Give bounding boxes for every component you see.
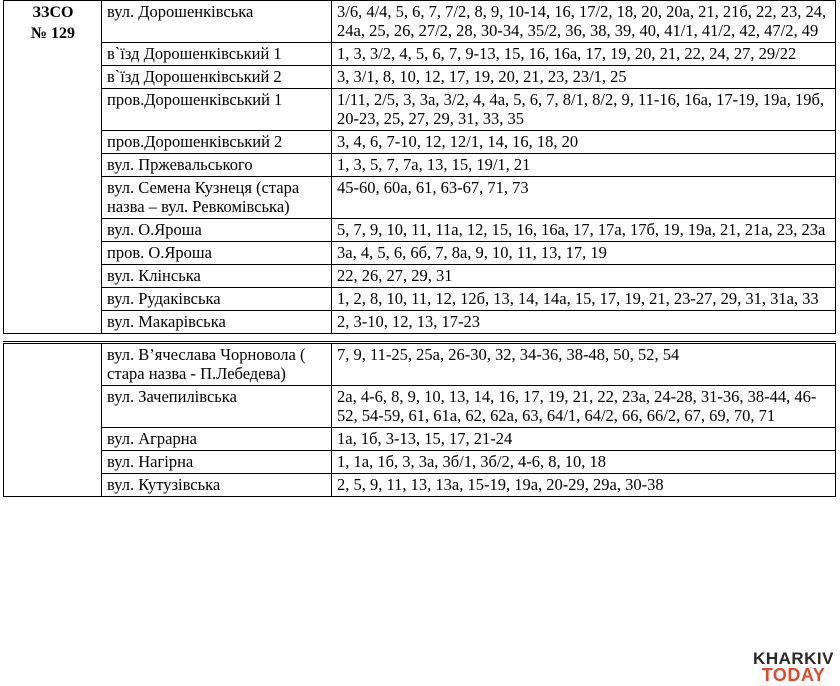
school-cell-empty bbox=[4, 343, 102, 497]
table-row bbox=[4, 66, 836, 89]
house-numbers: 3/6, 4/4, 5, 6, 7, 7/2, 8, 9, 10-14, 16, 17/2, 18, 20, 20а, 21, 21б, 22, 23, 24, 24а, 25, 26, 27/2, 28, 30-34, 35/2, 36, 38, 39, 40, 41/1, 41/2, 42, 47/2, 49 bbox=[332, 1, 836, 43]
table-row bbox=[4, 1, 836, 43]
section-separator bbox=[4, 334, 836, 343]
streets-table bbox=[3, 0, 836, 497]
section-1 bbox=[4, 1, 836, 334]
house-numbers: 5, 7, 9, 10, 11, 11а, 12, 15, 16, 16а, 17, 17а, 17б, 19, 19а, 21, 21а, 23, 23а bbox=[332, 219, 836, 242]
street-name: вул. Макарівська bbox=[102, 311, 332, 334]
table-row bbox=[4, 311, 836, 334]
table-row bbox=[4, 343, 836, 386]
table-row bbox=[4, 154, 836, 177]
separator-row bbox=[4, 334, 836, 343]
street-name: вул. В’ячеслава Чорновола ( стара назва - П.Лебедева) bbox=[102, 343, 332, 386]
table-row bbox=[4, 288, 836, 311]
street-name: пров.Дорошенківський 2 bbox=[102, 131, 332, 154]
house-numbers: 1а, 1б, 3-13, 15, 17, 21-24 bbox=[332, 428, 836, 451]
house-numbers: 45-60, 60а, 61, 63-67, 71, 73 bbox=[332, 177, 836, 219]
table-row bbox=[4, 265, 836, 288]
school-name: ЗЗСО bbox=[32, 4, 74, 21]
house-numbers: 2а, 4-6, 8, 9, 10, 13, 14, 16, 17, 19, 21, 22, 23а, 24-28, 31-36, 38-44, 46-52, 54-59, 61, 61а, 62, 62а, 63, 64/1, 64/2, 66, 66/2, 67, 69, 70, 71 bbox=[332, 386, 836, 428]
table-row bbox=[4, 242, 836, 265]
house-numbers: 2, 3-10, 12, 13, 17-23 bbox=[332, 311, 836, 334]
house-numbers: 7, 9, 11-25, 25а, 26-30, 32, 34-36, 38-48, 50, 52, 54 bbox=[332, 343, 836, 386]
school-number: № 129 bbox=[30, 25, 76, 42]
street-name: пров.Дорошенківський 1 bbox=[102, 89, 332, 131]
section-2 bbox=[4, 343, 836, 497]
street-name: в`їзд Дорошенківський 1 bbox=[102, 43, 332, 66]
house-numbers: 1, 2, 8, 10, 11, 12, 12б, 13, 14, 14а, 15, 17, 19, 21, 23-27, 29, 31, 31а, 33 bbox=[332, 288, 836, 311]
street-name: в`їзд Дорошенківський 2 bbox=[102, 66, 332, 89]
separator-cell bbox=[4, 334, 836, 343]
house-numbers: 3а, 4, 5, 6, 6б, 7, 8а, 9, 10, 11, 13, 17, 19 bbox=[332, 242, 836, 265]
table-row bbox=[4, 451, 836, 474]
street-name: вул. Дорошенківська bbox=[102, 1, 332, 43]
house-numbers: 22, 26, 27, 29, 31 bbox=[332, 265, 836, 288]
street-name: вул. О.Яроша bbox=[102, 219, 332, 242]
table-row bbox=[4, 474, 836, 497]
house-numbers: 2, 5, 9, 11, 13, 13а, 15-19, 19а, 20-29, 29а, 30-38 bbox=[332, 474, 836, 497]
watermark-line-1: KHARKIV bbox=[753, 649, 834, 668]
house-numbers: 1/11, 2/5, 3, 3а, 3/2, 4, 4а, 5, 6, 7, 8/1, 8/2, 9, 11-16, 16а, 17-19, 19а, 19б, 20-23, 25, 27, 29, 31, 33, 35 bbox=[332, 89, 836, 131]
house-numbers: 3, 4, 6, 7-10, 12, 12/1, 14, 16, 18, 20 bbox=[332, 131, 836, 154]
table-row bbox=[4, 43, 836, 66]
street-name: вул. Рудаківська bbox=[102, 288, 332, 311]
watermark-line-2: TODAY bbox=[761, 665, 826, 685]
table-row bbox=[4, 131, 836, 154]
house-numbers: 1, 1а, 1б, 3, 3а, 3б/1, 3б/2, 4-6, 8, 10, 18 bbox=[332, 451, 836, 474]
school-cell bbox=[4, 1, 102, 334]
street-name: вул. Клінська bbox=[102, 265, 332, 288]
street-name: вул. Аграрна bbox=[102, 428, 332, 451]
street-name: вул. Пржевальського bbox=[102, 154, 332, 177]
street-name: вул. Зачепилівська bbox=[102, 386, 332, 428]
house-numbers: 1, 3, 5, 7, 7а, 13, 15, 19/1, 21 bbox=[332, 154, 836, 177]
table-row bbox=[4, 177, 836, 219]
house-numbers: 1, 3, 3/2, 4, 5, 6, 7, 9-13, 15, 16, 16а, 17, 19, 20, 21, 22, 24, 27, 29/22 bbox=[332, 43, 836, 66]
street-name: вул. Семена Кузнеця (стара назва – вул. Ревкомівська) bbox=[102, 177, 332, 219]
house-numbers: 3, 3/1, 8, 10, 12, 17, 19, 20, 21, 23, 23/1, 25 bbox=[332, 66, 836, 89]
street-name: вул. Нагірна bbox=[102, 451, 332, 474]
table-row bbox=[4, 89, 836, 131]
kharkiv-today-watermark bbox=[753, 650, 834, 684]
table-row bbox=[4, 428, 836, 451]
street-name: пров. О.Яроша bbox=[102, 242, 332, 265]
table-row bbox=[4, 386, 836, 428]
table-row bbox=[4, 219, 836, 242]
street-name: вул. Кутузівська bbox=[102, 474, 332, 497]
